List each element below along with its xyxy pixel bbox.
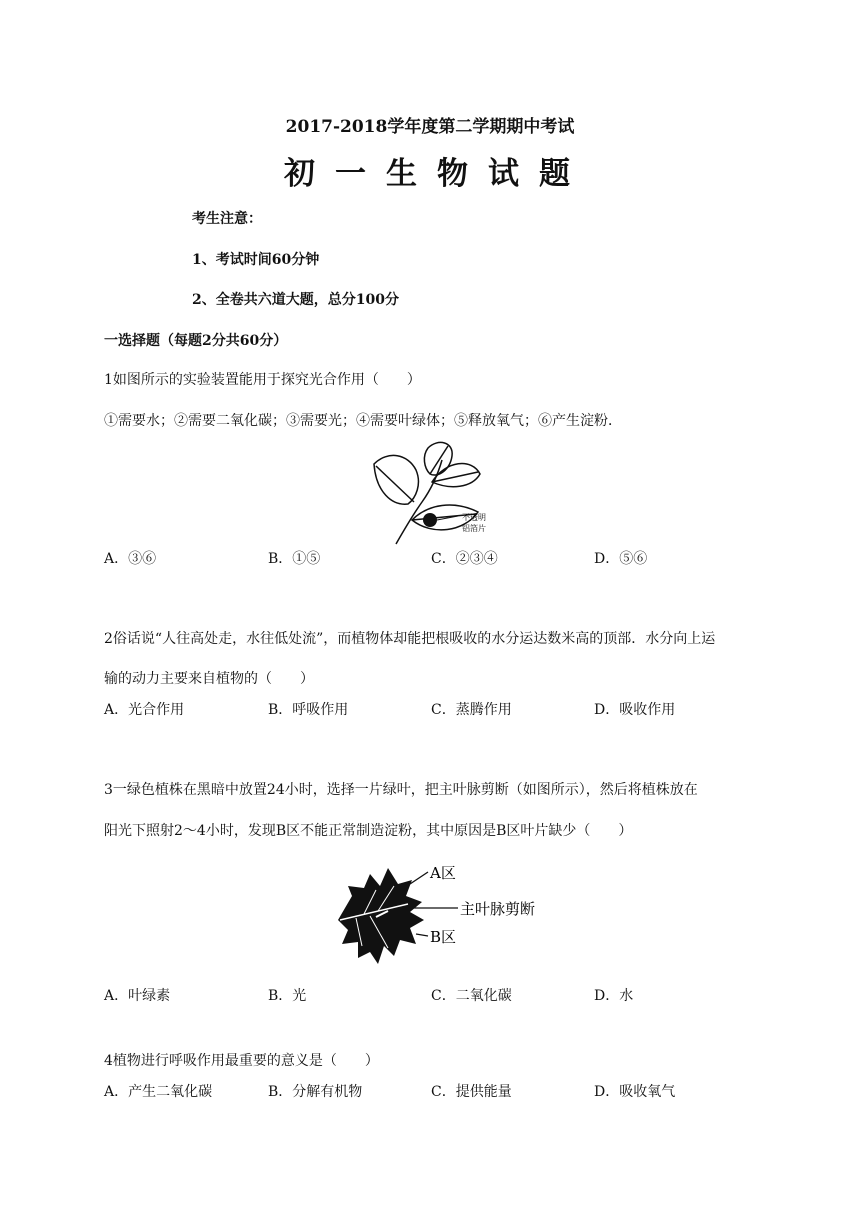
plant-leaf-figure <box>368 440 518 548</box>
notice-item: 1、考试时间60分钟 <box>192 252 320 268</box>
option-a[interactable]: A．光合作用 <box>104 702 185 718</box>
question-stem: 阳光下照射2～4小时，发现B区不能正常制造淀粉，其中原因是B区叶片缺少（ ） <box>104 823 633 839</box>
option-a[interactable]: A．叶绿素 <box>104 988 171 1004</box>
option-c[interactable]: C．提供能量 <box>431 1084 512 1100</box>
question-stem: 3一绿色植株在黑暗中放置24小时，选择一片绿叶，把主叶脉剪断（如图所示），然后将植株放在 <box>104 782 698 798</box>
option-d[interactable]: D．⑤⑥ <box>594 551 648 567</box>
option-c[interactable]: C．蒸腾作用 <box>431 702 512 718</box>
notice-heading: 考生注意： <box>192 211 262 227</box>
option-b[interactable]: B．呼吸作用 <box>268 702 349 718</box>
notice-item: 2、全卷共六道大题，总分100分 <box>192 292 399 308</box>
figure-label: 主叶脉剪断 <box>460 900 536 918</box>
question-stem: 1如图所示的实验装置能用于探究光合作用（ ） <box>104 372 421 388</box>
figure-label: B区 <box>430 928 457 946</box>
option-b[interactable]: B．光 <box>268 988 307 1004</box>
option-b[interactable]: B．分解有机物 <box>268 1084 363 1100</box>
exam-subtitle: 2017-2018学年度第二学期期中考试 <box>285 117 575 137</box>
option-a[interactable]: A．③⑥ <box>104 551 157 567</box>
option-a[interactable]: A．产生二氧化碳 <box>104 1084 213 1100</box>
question-extra: ①需要水；②需要二氧化碳；③需要光；④需要叶绿体；⑤释放氧气；⑥产生淀粉． <box>104 413 622 429</box>
option-b[interactable]: B．①⑤ <box>268 551 321 567</box>
question-stem: 4植物进行呼吸作用最重要的意义是（ ） <box>104 1053 379 1069</box>
exam-title: 初一生物试题 <box>284 156 590 192</box>
section-heading: 一选择题（每题2分共60分） <box>104 333 288 349</box>
maple-leaf-figure <box>318 856 558 976</box>
figure-label: 铝箔片 <box>462 524 486 533</box>
option-d[interactable]: D．吸收作用 <box>594 702 676 718</box>
question-stem: 2俗话说“人往高处走，水往低处流”，而植物体却能把根吸收的水分运达数米高的顶部．水分向上运 <box>104 631 716 647</box>
option-d[interactable]: D．吸收氧气 <box>594 1084 676 1100</box>
figure-label: A区 <box>430 864 456 882</box>
option-d[interactable]: D．水 <box>594 988 634 1004</box>
question-stem: 输的动力主要来自植物的（ ） <box>104 671 314 687</box>
figure-label: 不透明 <box>462 513 486 522</box>
option-c[interactable]: C．②③④ <box>431 551 498 567</box>
option-c[interactable]: C．二氧化碳 <box>431 988 512 1004</box>
